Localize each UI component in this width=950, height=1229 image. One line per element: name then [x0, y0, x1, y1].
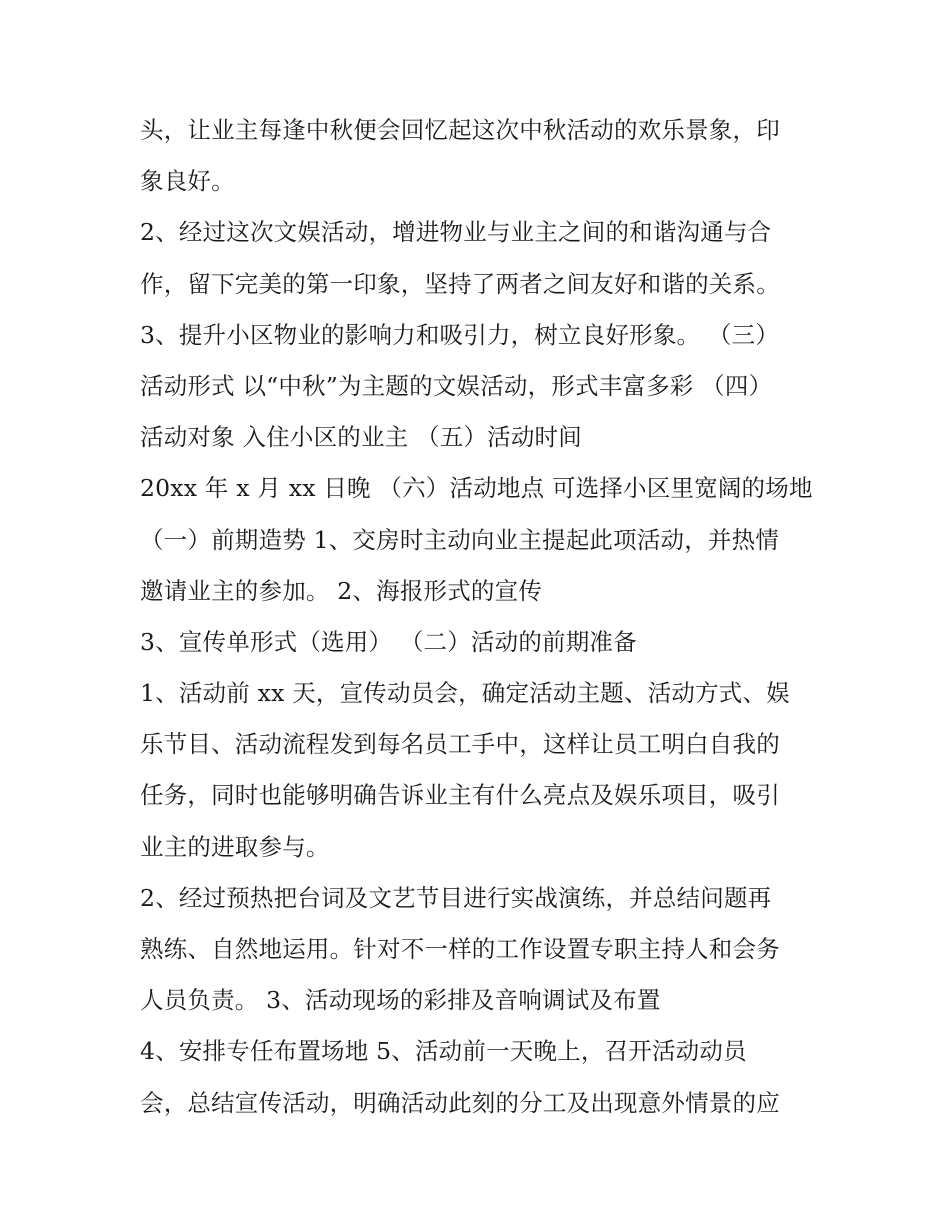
text-line: 邀请业主的参加。 2、海报形式的宣传	[140, 576, 543, 605]
text-line: 业主的进取参与。	[140, 832, 330, 861]
text-line: 活动形式 以“中秋”为主题的文娱活动，形式丰富多彩 （四）	[140, 371, 773, 400]
text-line: 1、活动前 xx 天，宣传动员会，确定活动主题、活动方式、娱	[140, 679, 790, 708]
text-line: 2、经过这次文娱活动，增进物业与业主之间的和谐沟通与合	[140, 218, 772, 247]
text-line: 4、安排专任布置场地 5、活动前一天晚上，召开活动动员	[140, 1037, 747, 1066]
text-line: 作，留下完美的第一印象，坚持了两者之间友好和谐的关系。	[140, 269, 780, 298]
document-body	[140, 105, 820, 1129]
text-line: 乐节目、活动流程发到每名员工手中，这样让员工明白自我的	[140, 730, 780, 759]
text-line: 任务，同时也能够明确告诉业主有什么亮点及娱乐项目，吸引	[140, 781, 780, 810]
text-line: 活动对象 入住小区的业主 （五）活动时间	[140, 423, 582, 452]
text-line: 象良好。	[140, 167, 235, 196]
text-line: 会，总结宣传活动，明确活动此刻的分工及出现意外情景的应	[140, 1088, 780, 1117]
text-line: 熟练、自然地运用。针对不一样的工作设置专职主持人和会务	[140, 935, 780, 963]
text-line: 2、经过预热把台词及文艺节目进行实战演练，并总结问题再	[140, 883, 772, 912]
text-line: 3、宣传单形式（选用） （二）活动的前期准备	[140, 627, 637, 656]
text-line: 头，让业主每逢中秋便会回忆起这次中秋活动的欢乐景象，印	[140, 116, 780, 144]
text-line: （一）前期造势 1、交房时主动向业主提起此项活动，并热情	[140, 525, 780, 554]
text-line: 人员负责。 3、活动现场的彩排及音响调试及布置	[140, 986, 661, 1015]
text-line: 3、提升小区物业的影响力和吸引力，树立良好形象。 （三）	[140, 320, 780, 349]
text-line: 20xx 年 x 月 xx 日晚 （六）活动地点 可选择小区里宽阔的场地	[140, 474, 813, 503]
